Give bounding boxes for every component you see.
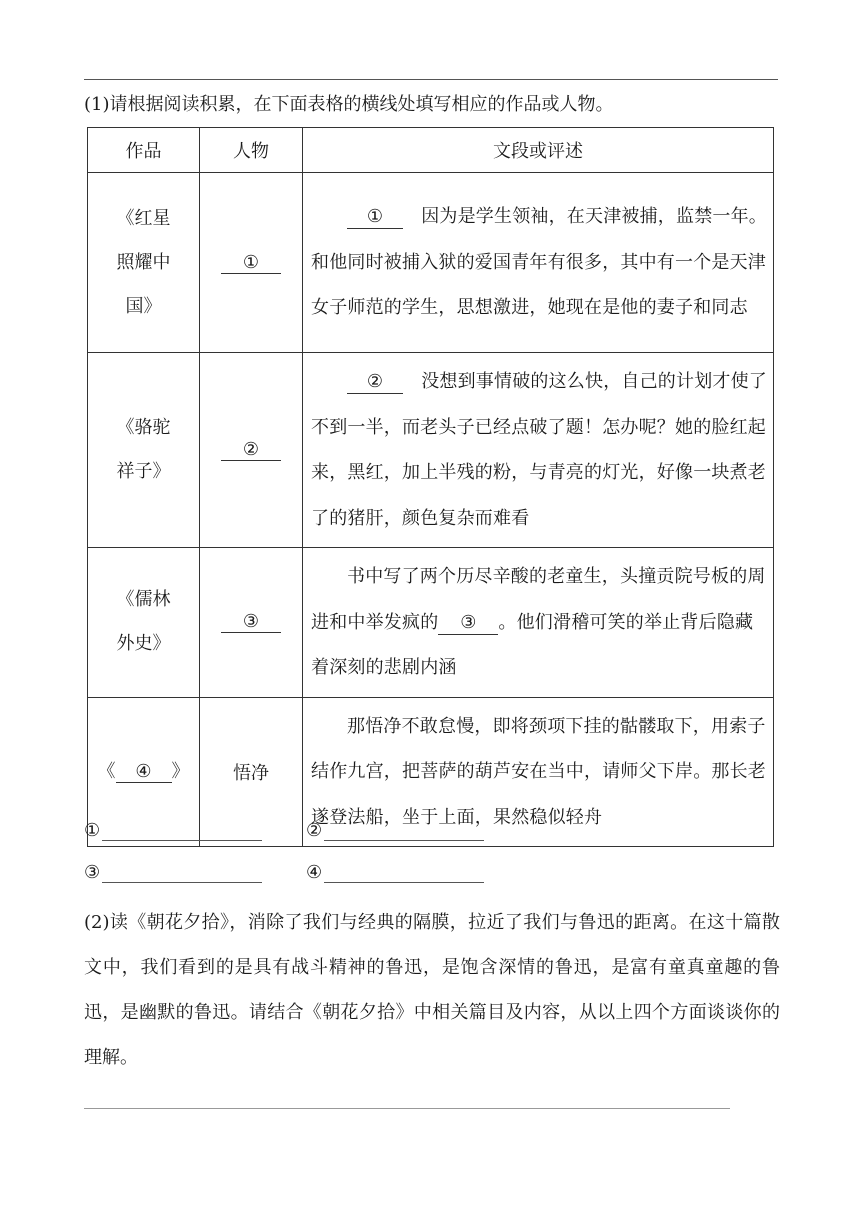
- works-table: [87, 127, 774, 847]
- text-blank[interactable]: ②: [347, 371, 403, 394]
- work-cell: 《红星照耀中国》: [88, 173, 200, 353]
- answer-line[interactable]: [324, 822, 484, 841]
- header-text: 文段或评述: [303, 128, 774, 173]
- text-cell: [303, 548, 774, 698]
- passage-text: 那悟净不敢怠慢，即将颈项下挂的骷髅取下，用索子结作九宫，把菩萨的葫芦安在当中，请师父下岸。那长老遂登法船，坐于上面，果然稳似轻舟: [311, 715, 766, 828]
- table-row: [88, 353, 774, 548]
- person-blank[interactable]: ②: [221, 440, 281, 461]
- person-cell: [200, 353, 303, 548]
- work-blank[interactable]: ④: [116, 762, 172, 783]
- passage-text: 没想到事情破的这么快，自己的计划才使了不到一半，而老头子已经点破了题！怎办呢？她的脸红起来，黑红，加上半残的粉，与青亮的灯光，好像一块煮老了的猪肝，颜色复杂而难看: [311, 371, 768, 529]
- person-cell: 悟净: [200, 697, 303, 847]
- table-row: [88, 173, 774, 353]
- question-1-prompt: (1)请根据阅读积累，在下面表格的横线处填写相应的作品或人物。: [84, 94, 614, 115]
- person-cell: [200, 173, 303, 353]
- passage-text-before: 书中写了两个历尽辛酸的老童生，头撞贡院号板的周进和中举发疯的: [311, 566, 766, 633]
- answer-line[interactable]: [102, 864, 262, 883]
- person-blank[interactable]: ③: [221, 612, 281, 633]
- text-blank[interactable]: ③: [438, 612, 498, 635]
- answer-2[interactable]: ②: [306, 820, 484, 841]
- table-header-row: [88, 128, 774, 173]
- table-row: [88, 548, 774, 698]
- text-blank[interactable]: ①: [347, 206, 403, 229]
- text-cell: [303, 353, 774, 548]
- person-blank[interactable]: ①: [221, 253, 281, 274]
- person-cell: [200, 548, 303, 698]
- work-cell: 《骆驼祥子》: [88, 353, 200, 548]
- passage-text: 因为是学生领袖，在天津被捕，监禁一年。和他同时被捕入狱的爱国青年有很多，其中有一个是天津女子师范的学生，思想激进，她现在是他的妻子和同志: [311, 206, 768, 319]
- header-work: 作品: [88, 128, 200, 173]
- question-2-text: (2)读《朝花夕拾》，消除了我们与经典的隔膜，拉近了我们与鲁迅的距离。在这十篇散文中，我们看到的是具有战斗精神的鲁迅，是饱含深情的鲁迅，是富有童真童趣的鲁迅，是幽默的鲁迅。请结合《朝花夕拾》中相关篇目及内容，从以上四个方面谈谈你的理解。: [84, 912, 780, 1068]
- answer-line[interactable]: [324, 864, 484, 883]
- header-person: 人物: [200, 128, 303, 173]
- passage-text-after: 。他们滑稽可笑的举止背后隐藏着深刻的悲剧内涵: [311, 611, 754, 678]
- book-bracket-close: 》: [171, 760, 190, 782]
- top-rule: [84, 79, 778, 80]
- answer-line[interactable]: [102, 822, 262, 841]
- answer-writing-line[interactable]: [84, 1108, 730, 1109]
- answer-3[interactable]: ③: [84, 862, 262, 883]
- book-bracket-open: 《: [97, 760, 116, 782]
- answer-1[interactable]: ①: [84, 820, 262, 841]
- answer-4[interactable]: ④: [306, 862, 484, 883]
- text-cell: [303, 173, 774, 353]
- work-cell: 《儒林外史》: [88, 548, 200, 698]
